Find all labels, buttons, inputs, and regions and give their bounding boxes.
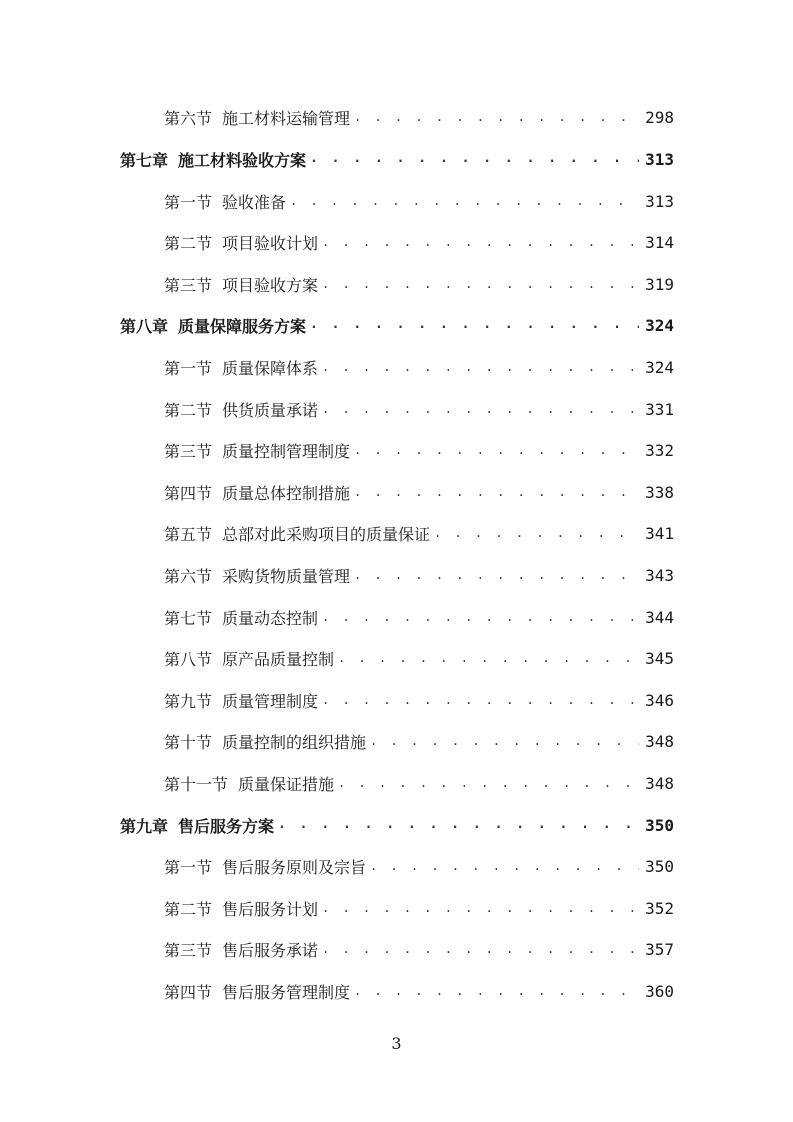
toc-dot-leader: [354, 102, 639, 132]
toc-dot-leader: [310, 310, 639, 340]
toc-entry[interactable]: [164, 726, 674, 756]
toc-entry-page: 352: [645, 898, 674, 918]
toc-entry-page: 298: [645, 107, 674, 127]
toc-entry-number: 第四节: [164, 483, 213, 503]
toc-entry-number: 第二节: [164, 400, 213, 420]
toc-dot-leader: [322, 602, 639, 632]
toc-dot-leader: [338, 643, 639, 673]
toc-entry-page: 348: [645, 773, 674, 793]
toc-entry-page: 344: [645, 607, 674, 627]
toc-entry-number: 第九章: [120, 816, 169, 836]
toc-entry-title: 售后服务方案: [178, 816, 275, 836]
toc-dot-leader: [338, 768, 639, 798]
toc-dot-leader: [290, 186, 639, 216]
toc-entry[interactable]: [164, 518, 674, 548]
toc-entry-title: 质量保障体系: [222, 358, 319, 378]
toc-entry-page: 346: [645, 690, 674, 710]
toc-entry-number: 第八节: [164, 649, 213, 669]
toc-entry-number: 第八章: [120, 316, 169, 336]
toc-entry-number: 第二节: [164, 233, 213, 253]
toc-entry-title: 验收准备: [222, 192, 287, 212]
toc-entry-title: 项目验收计划: [222, 233, 319, 253]
toc-entry[interactable]: [164, 768, 674, 798]
toc-entry[interactable]: [164, 186, 674, 216]
toc-entry-number: 第十一节: [164, 774, 229, 794]
toc-entry-chapter[interactable]: [120, 310, 674, 340]
toc-entry-number: 第六节: [164, 566, 213, 586]
toc-entry[interactable]: [164, 602, 674, 632]
toc-entry-page: 357: [645, 939, 674, 959]
toc-entry[interactable]: [164, 477, 674, 507]
toc-entry-title: 施工材料运输管理: [222, 108, 351, 128]
toc-entry-page: 338: [645, 482, 674, 502]
toc-entry-page: 314: [645, 232, 674, 252]
toc-entry-number: 第九节: [164, 691, 213, 711]
toc-entry-number: 第七节: [164, 608, 213, 628]
toc-entry-title: 售后服务原则及宗旨: [222, 857, 367, 877]
toc-entry-title: 施工材料验收方案: [178, 150, 307, 170]
toc-dot-leader: [370, 726, 639, 756]
toc-entry[interactable]: [164, 394, 674, 424]
toc-entry-page: 360: [645, 981, 674, 1001]
toc-entry-title: 采购货物质量管理: [222, 566, 351, 586]
toc-entry-page: 331: [645, 399, 674, 419]
toc-entry-page: 313: [645, 191, 674, 211]
toc-entry-title: 总部对此采购项目的质量保证: [222, 524, 431, 544]
toc-entry-title: 质量保障服务方案: [178, 316, 307, 336]
toc-entry-page: 313: [645, 149, 674, 169]
toc-entry-number: 第一节: [164, 857, 213, 877]
toc-entry-page: 332: [645, 440, 674, 460]
toc-entry-number: 第五节: [164, 524, 213, 544]
toc-entry-number: 第四节: [164, 982, 213, 1002]
toc-entry-page: 350: [645, 815, 674, 835]
toc-entry-page: 319: [645, 274, 674, 294]
toc-dot-leader: [322, 352, 639, 382]
toc-entry[interactable]: [164, 893, 674, 923]
toc-entry-page: 324: [645, 315, 674, 335]
toc-entry-title: 原产品质量控制: [222, 649, 335, 669]
toc-entry-title: 质量管理制度: [222, 691, 319, 711]
toc-entry[interactable]: [164, 435, 674, 465]
toc-entry-page: 324: [645, 357, 674, 377]
toc-entry-chapter[interactable]: [120, 810, 674, 840]
toc-entry[interactable]: [164, 685, 674, 715]
toc-entry-title: 售后服务承诺: [222, 940, 319, 960]
toc-dot-leader: [434, 518, 639, 548]
toc-entry[interactable]: [164, 851, 674, 881]
toc-entry-title: 售后服务计划: [222, 899, 319, 919]
toc-entry[interactable]: [164, 352, 674, 382]
toc-entry-title: 质量动态控制: [222, 608, 319, 628]
toc-entry[interactable]: [164, 643, 674, 673]
toc-entry-page: 350: [645, 856, 674, 876]
toc-dot-leader: [354, 976, 639, 1006]
toc-entry-title: 质量保证措施: [238, 774, 335, 794]
toc-entry[interactable]: [164, 269, 674, 299]
toc-entry-number: 第二节: [164, 899, 213, 919]
toc-entry-title: 质量控制管理制度: [222, 441, 351, 461]
toc-entry-number: 第六节: [164, 108, 213, 128]
toc-dot-leader: [322, 394, 639, 424]
toc-entry-number: 第七章: [120, 150, 169, 170]
toc-entry[interactable]: [164, 102, 674, 132]
toc-entry-number: 第三节: [164, 441, 213, 461]
toc-entry-title: 售后服务管理制度: [222, 982, 351, 1002]
toc-dot-leader: [322, 893, 639, 923]
toc-entry-title: 项目验收方案: [222, 275, 319, 295]
toc-entry-page: 341: [645, 523, 674, 543]
toc-dot-leader: [310, 144, 639, 174]
toc-entry-number: 第三节: [164, 940, 213, 960]
toc-entry-chapter[interactable]: [120, 144, 674, 174]
toc-entry[interactable]: [164, 934, 674, 964]
toc-dot-leader: [354, 477, 639, 507]
toc-entry[interactable]: [164, 560, 674, 590]
toc-dot-leader: [354, 435, 639, 465]
toc-entry-number: 第一节: [164, 192, 213, 212]
toc-dot-leader: [322, 685, 639, 715]
toc-entry-title: 质量控制的组织措施: [222, 732, 367, 752]
toc-dot-leader: [322, 934, 639, 964]
toc-dot-leader: [370, 851, 639, 881]
toc-entry-number: 第一节: [164, 358, 213, 378]
toc-entry-page: 348: [645, 731, 674, 751]
toc-dot-leader: [322, 227, 639, 257]
toc-entry-title: 供货质量承诺: [222, 400, 319, 420]
toc-entry[interactable]: [164, 976, 674, 1006]
toc-entry-number: 第三节: [164, 275, 213, 295]
toc-entry-page: 343: [645, 565, 674, 585]
page-number: 3: [391, 1034, 402, 1053]
toc-dot-leader: [278, 810, 639, 840]
toc-entry[interactable]: [164, 227, 674, 257]
toc-dot-leader: [322, 269, 639, 299]
toc-entry-number: 第十节: [164, 732, 213, 752]
toc-entry-title: 质量总体控制措施: [222, 483, 351, 503]
toc-entry-page: 345: [645, 648, 674, 668]
toc-dot-leader: [354, 560, 639, 590]
